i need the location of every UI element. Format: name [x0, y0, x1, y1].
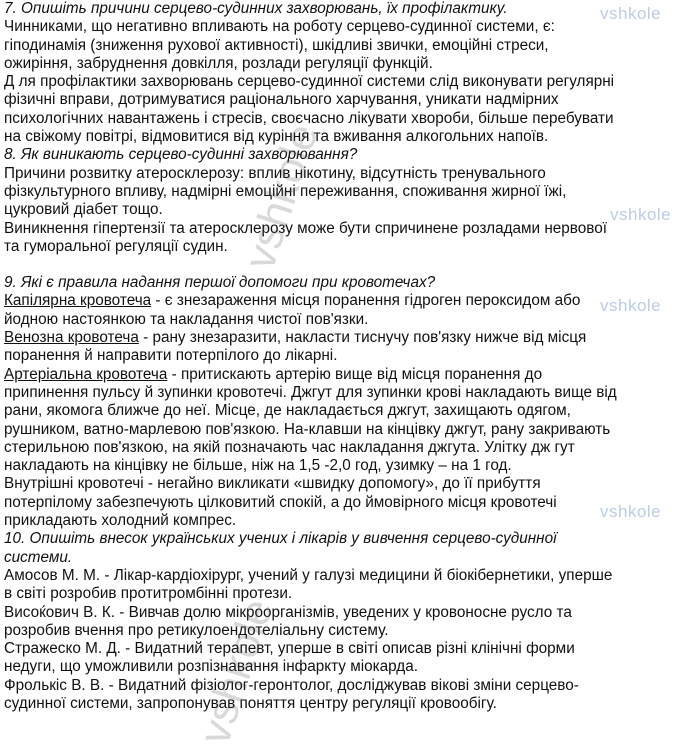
text-line [4, 18, 672, 36]
text-line [4, 73, 672, 91]
text-line [4, 567, 672, 585]
line-text: накладають на кінцівку не більше, ніж на 1,5 -2,0 год, узимку – на 1 год. [4, 457, 512, 475]
line-text: ожиріння, забруднення довкілля, розлади регуляції функцій. [4, 54, 433, 72]
watermark-top-right: vshkole [600, 4, 662, 23]
line-text: прикладають холодний компрес. [4, 512, 237, 530]
watermark-right-1: vshkole [610, 205, 672, 224]
text-line [4, 110, 672, 128]
underlined-term: Артеріальна кровотеча [4, 365, 168, 383]
text-line [4, 201, 672, 219]
text-line [4, 421, 672, 439]
watermark-right-3: vshkole [600, 502, 662, 521]
text-line [4, 384, 672, 402]
text-line [4, 512, 672, 530]
text-line [4, 329, 672, 347]
line-text: Амосов М. М. - Лікар-кардіохірург, учений у галузі медицини й біокібернетики, уперше [4, 566, 613, 584]
line-text: поранення й направити потерпілого до лікарні. [4, 347, 338, 365]
line-text: фізичні вправи, дотримуватися раціонального харчування, уникати надмірних [4, 91, 559, 109]
text-line [4, 91, 672, 109]
text-line [4, 183, 672, 201]
line-text: Д ля профілактики захворювань серцево-судинної системи слід виконувати регулярні [4, 73, 615, 91]
line-text: Висоќович В. К. - Вивчав долю мікроорганізмів, уведених у кровоносне русло та [4, 603, 572, 621]
text-line [4, 677, 672, 695]
watermark-diagonal-2: vshkole [190, 593, 283, 750]
line-text: фізкультурного впливу, надмірні емоційні переживання, споживання жирної їжі, [4, 182, 567, 200]
question-line [4, 0, 672, 18]
text-line [4, 292, 672, 310]
text-line [4, 494, 672, 512]
text-line [4, 457, 672, 475]
line-text: недуги, що уможливили розпізнавання інфаркту міокарда. [4, 658, 418, 676]
underlined-term: Капілярна кровотеча [4, 292, 152, 310]
line-text: потерпілому забезпечують цілковитий спокій, а до ймовірного місця кровотечі [4, 493, 557, 511]
line-text: судинної системи, запропонував поняття центру регуляції кровообігу. [4, 694, 497, 712]
text-line [4, 622, 672, 640]
question-line [4, 549, 672, 567]
text-line [4, 585, 672, 603]
line-text: психологічних навантажень і стресів, своєчасно лікувати хвороби, більше перебувати [4, 109, 614, 127]
line-text: гіподинамія (зниження рухової активності), шкідливі звички, емоційні стреси, [4, 36, 549, 54]
question-line [4, 146, 672, 164]
line-text: - притискають артерію вище від місця поранення до [167, 365, 543, 383]
line-text: стерильною пов'язкою, на якій позначають час накладання джгута. Улітку дж гут [4, 438, 575, 456]
line-text: - рану знезаразити, накласти тиснучу пов'язку нижче від місця [138, 329, 587, 347]
answer-text [4, 0, 672, 713]
text-line [4, 439, 672, 457]
line-text: припинення пульсу й зупинки кровотечі. Джгут для зупинки крові накладають вище від [4, 383, 617, 401]
line-text: Виникнення гіпертензії та атеросклерозу може бути спричинене розладами нервової [4, 219, 607, 237]
line-text: розробив вчення про ретикулоендотеліальну систему. [4, 621, 389, 639]
text-line [4, 220, 672, 238]
line-text: 10. Опишіть внесок українських учених і лікарів у вивчення серцево-судинної [4, 530, 557, 548]
text-line [4, 238, 672, 256]
text-line [4, 658, 672, 676]
line-text: - є знезараження місця поранення гідроген пероксидом або [151, 292, 581, 310]
question-line [4, 274, 672, 292]
text-line [4, 347, 672, 365]
underlined-term: Венозна кровотеча [4, 329, 139, 347]
question-line [4, 530, 672, 548]
watermark-diagonal-1: vshkole [235, 118, 328, 276]
line-text: Причини розвитку атеросклерозу: вплив нікотину, відсутність тренувального [4, 164, 546, 182]
text-line [4, 475, 672, 493]
line-text: та гуморальної регуляції судин. [4, 237, 228, 255]
watermark-right-2: vshkole [600, 296, 662, 315]
line-text: 9. Які є правила надання першої допомоги при кровотечах? [4, 274, 436, 292]
text-line [4, 37, 672, 55]
text-line [4, 695, 672, 713]
text-line [4, 311, 672, 329]
text-line [4, 640, 672, 658]
line-text: в світі розробив протитромбінні протези. [4, 585, 293, 603]
line-text: 7. Опишіть причини серцево-судинних захворювань, їх профілактику. [4, 0, 508, 17]
text-line [4, 402, 672, 420]
text-line [4, 604, 672, 622]
line-text: Стражеско М. Д. - Видатний терапевт, уперше в світі описав різні клінічні форми [4, 640, 575, 658]
text-line [4, 128, 672, 146]
text-line [4, 55, 672, 73]
line-text: на свіжому повітрі, відмовитися від куріння та вживання алкогольних напоїв. [4, 128, 549, 146]
line-text: цукровий діабет тощо. [4, 201, 163, 219]
line-text: Фролькіс В. В. - Видатний фізіолог-геронтолог, досліджував вікові зміни серцево- [4, 676, 579, 694]
line-text: рани, якомога ближче до неї. Місце, де накладається джгут, захищають одягом, [4, 402, 571, 420]
line-text: системи. [4, 548, 73, 566]
line-text: йодною настоянкою та накладання чистої пов'язки. [4, 310, 369, 328]
line-text: 8. Як виникають серцево-судинні захворювання? [4, 146, 358, 164]
text-line [4, 366, 672, 384]
text-line [4, 165, 672, 183]
line-text: рушником, ватно-марлевою пов'язкою. На-клавши на кінцівку джгут, рану закривають [4, 420, 611, 438]
line-text: Внутрішні кровотечі - негайно викликати «швидку допомогу», до її прибуття [4, 475, 541, 493]
paragraph-gap [4, 256, 672, 274]
line-text: Чинниками, що негативно впливають на роботу серцево-судинної системи, є: [4, 18, 555, 36]
